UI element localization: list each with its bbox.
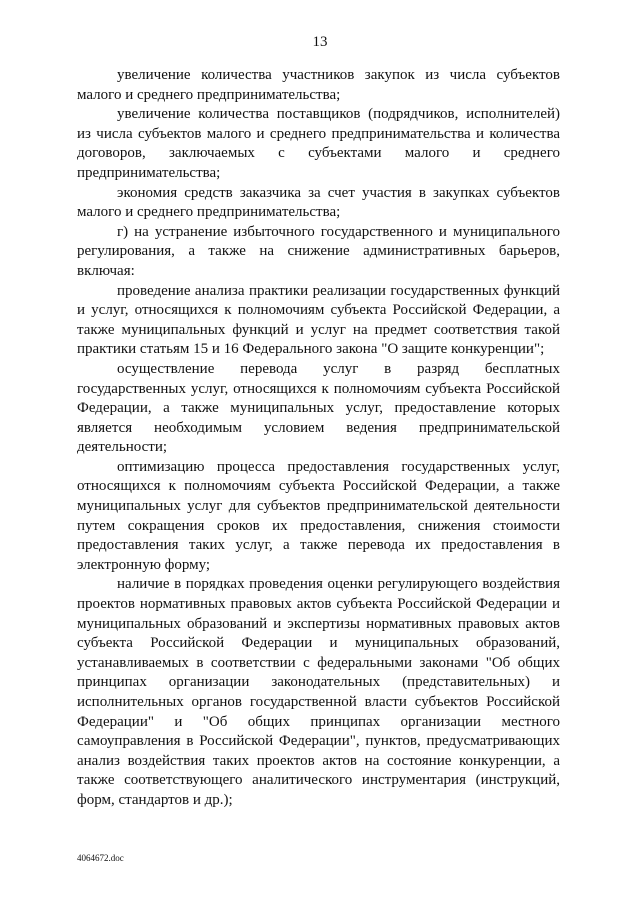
paragraph-suppliers-count: увеличение количества поставщиков (подрядчиков, исполнителей) из числа субъектов малого и среднего предпринимательства и количества договоров, заключаемых с субъектами малого и среднего предпринимательства;	[77, 106, 560, 181]
paragraph-regulatory-impact: наличие в порядках проведения оценки регулирующего воздействия проектов нормативных правовых актов субъекта Российской Федерации и муниципальных образований и экспертизы нормативных правовых актов субъекта Российской Федерации и муниципальных образований, устанавливаемых в соответствии с федеральными законами "Об общих принципах организации законодательных (представительных) и исполнительных органов государственной власти субъектов Российской Федерации" и "Об общих принципах организации местного самоуправления в Российской Федерации", пунктов, предусматривающих анализ воздействия таких проектов актов на состояние конкуренции, а также соответствующего аналитического инструментария (инструкций, форм, стандартов и др.);	[77, 576, 560, 808]
paragraph-item-g: г) на устранение избыточного государственного и муниципального регулирования, а также на снижение административных барьеров, включая:	[77, 223, 560, 279]
paragraph-service-optimization: оптимизацию процесса предоставления государственных услуг, относящихся к полномочиям субъекта Российской Федерации, а также муниципальных услуг для субъектов предпринимательской деятельности путем сокращения сроков их предоставления, снижения стоимости предоставления таких услуг, а также перевода их предоставления в электронную форму;	[77, 458, 560, 573]
footer-filename: 4064672.doc	[77, 853, 124, 863]
document-body	[77, 66, 560, 811]
paragraph-customer-savings: экономия средств заказчика за счет участия в закупках субъектов малого и среднего предпринимательства;	[77, 184, 560, 221]
page-number: 13	[312, 34, 328, 50]
paragraph-free-services: осуществление перевода услуг в разряд бесплатных государственных услуг, относящихся к полномочиям субъекта Российской Федерации, а также муниципальных услуг, предоставление которых является необходимым условием ведения предпринимательской деятельности;	[77, 360, 560, 456]
paragraph-practice-analysis: проведение анализа практики реализации государственных функций и услуг, относящихся к полномочиям субъекта Российской Федерации, а также муниципальных функций и услуг на предмет соответствия такой практики статьям 15 и 16 Федерального закона "О защите конкуренции";	[77, 282, 560, 358]
paragraph-procurement-participants: увеличение количества участников закупок из числа субъектов малого и среднего предпринимательства;	[77, 67, 560, 103]
